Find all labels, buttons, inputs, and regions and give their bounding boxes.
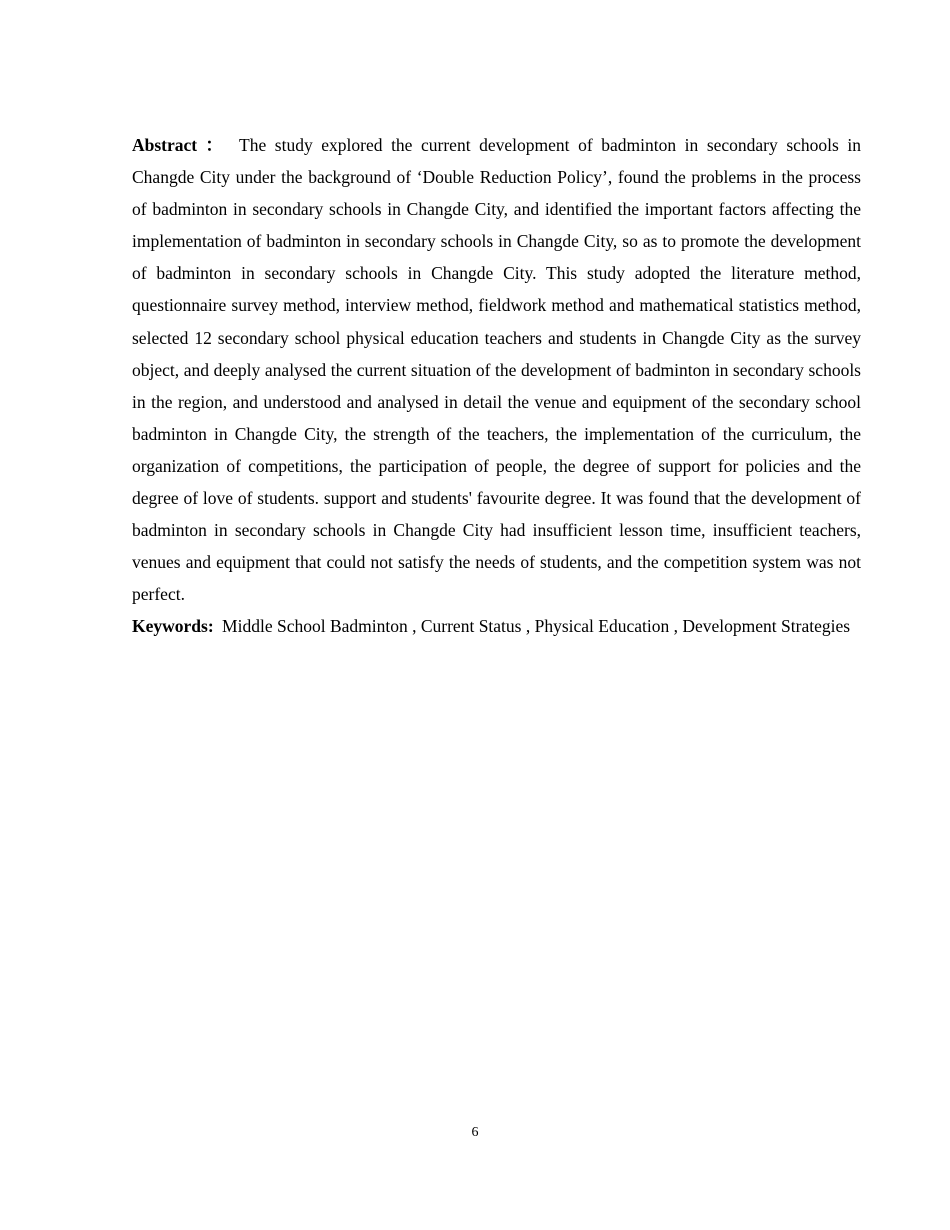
- abstract-text: The study explored the current development of badminton in secondary schools in Changde City under the background of ‘Double Reduction Policy’, found the problems in the process of badminton in secondary schools in Changde City, and identified the important factors affecting the implementation of badminton in secondary schools in Changde City, so as to promote the development of badminton in secondary schools in Changde City. This study adopted the literature method, questionnaire survey method, interview method, fieldwork method and mathematical statistics method, selected 12 secondary school physical education teachers and students in Changde City as the survey object, and deeply analysed the current situation of the development of badminton in secondary schools in the region, and understood and analysed in detail the venue and equipment of the secondary school badminton in Changde City, the strength of the teachers, the implementation of the curriculum, the organization of competitions, the participation of people, the degree of support for policies and the degree of love of students. support and students' favourite degree. It was found that the development of badminton in secondary schools in Changde City had insufficient lesson time, insufficient teachers, venues and equipment that could not satisfy the needs of students, and the competition system was not perfect.: [132, 135, 861, 605]
- page-number: 6: [471, 1125, 479, 1140]
- keyword-item: Development Strategies: [682, 616, 851, 637]
- keywords-label: Keywords:: [132, 616, 214, 637]
- keyword-separator: ,: [521, 616, 535, 637]
- abstract-label: Abstract: [132, 135, 198, 155]
- keyword-item: Middle School Badminton: [222, 616, 408, 637]
- keyword-item: Current Status: [420, 616, 522, 637]
- keyword-separator: ,: [407, 616, 421, 637]
- abstract-paragraph: [132, 129, 861, 610]
- keyword-item: Physical Education: [534, 616, 670, 637]
- keyword-separator: ,: [669, 616, 683, 637]
- abstract-label-separator: ：: [201, 135, 228, 155]
- keywords-line: [132, 610, 861, 642]
- abstract-section: [132, 129, 861, 643]
